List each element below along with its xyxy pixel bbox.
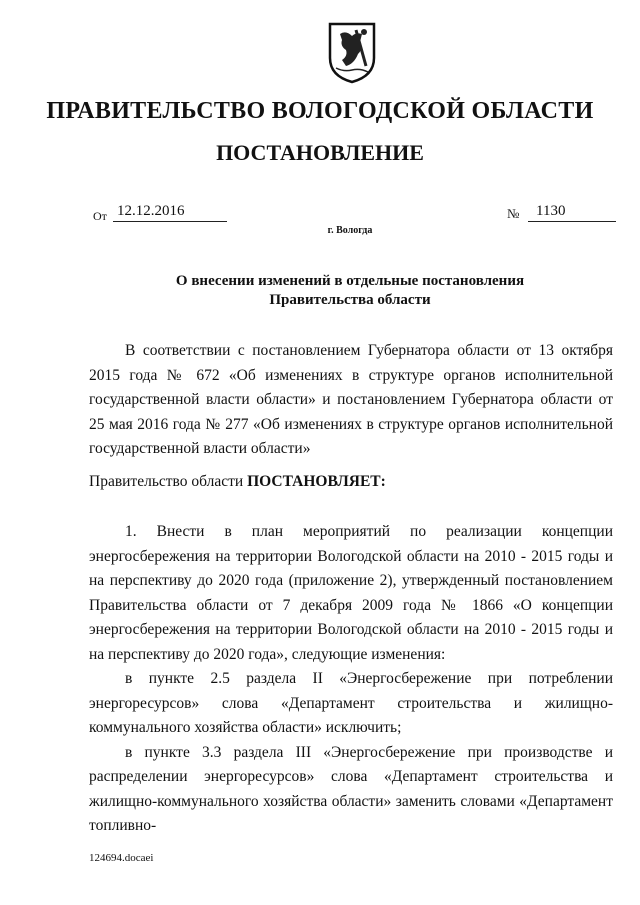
subject-line-1: О внесении изменений в отдельные постановления (175, 273, 525, 289)
organization-title: ПРАВИТЕЛЬСТВО ВОЛОГОДСКОЙ ОБЛАСТИ (46, 98, 594, 124)
document-number: 1130 (528, 203, 616, 222)
footer-filename: 124694.docaei (89, 852, 154, 864)
items-block (89, 520, 613, 839)
preamble-paragraph: В соответствии с постановлением Губернатора области от 13 октября 2015 года № 672 «Об изменениях в структуре органов исполнительной государственной власти области» и постановлением Губернатора области от 25 мая 2016 года № 277 «Об изменениях в структуре органов исполнительной государственной власти области» (89, 342, 613, 457)
city-label: г. Вологда (327, 225, 373, 236)
subject-line-2: Правительства области (269, 292, 431, 308)
number-label: № (507, 206, 520, 221)
date-label: От (93, 209, 107, 223)
resolve-line (89, 473, 386, 491)
resolve-prefix: Правительство области (89, 473, 244, 490)
resolve-verb: ПОСТАНОВЛЯЕТ: (247, 473, 386, 490)
document-type-title: ПОСТАНОВЛЕНИЕ (216, 140, 424, 165)
coat-of-arms-emblem (326, 20, 378, 84)
document-subject (0, 272, 640, 310)
item-paragraph: 1. Внести в план мероприятий по реализации концепции энергосбережения на территории Вологодской области на 2010 - 2015 годы и на перспективу до 2020 года (приложение 2), утвержденный постановлением Правительства области от 7 декабря 2009 года № 1866 «О концепции энергосбережения на территории Вологодской области на 2010 - 2015 годы и на перспективу до 2020 года», следующие изменения: (89, 523, 613, 663)
item-paragraph: в пункте 2.5 раздела II «Энергосбережение при потреблении энергоресурсов» слова «Департамент строительства и жилищно-коммунального хозяйства области» исключить; (89, 670, 613, 736)
preamble-block (89, 339, 613, 462)
item-paragraph: в пункте 3.3 раздела III «Энергосбережение при производстве и распределении энергоресурсов» слова «Департамент строительства и жилищно-коммунального хозяйства области» заменить словами «Департамент топливно- (89, 743, 613, 834)
document-date: 12.12.2016 (113, 203, 227, 222)
